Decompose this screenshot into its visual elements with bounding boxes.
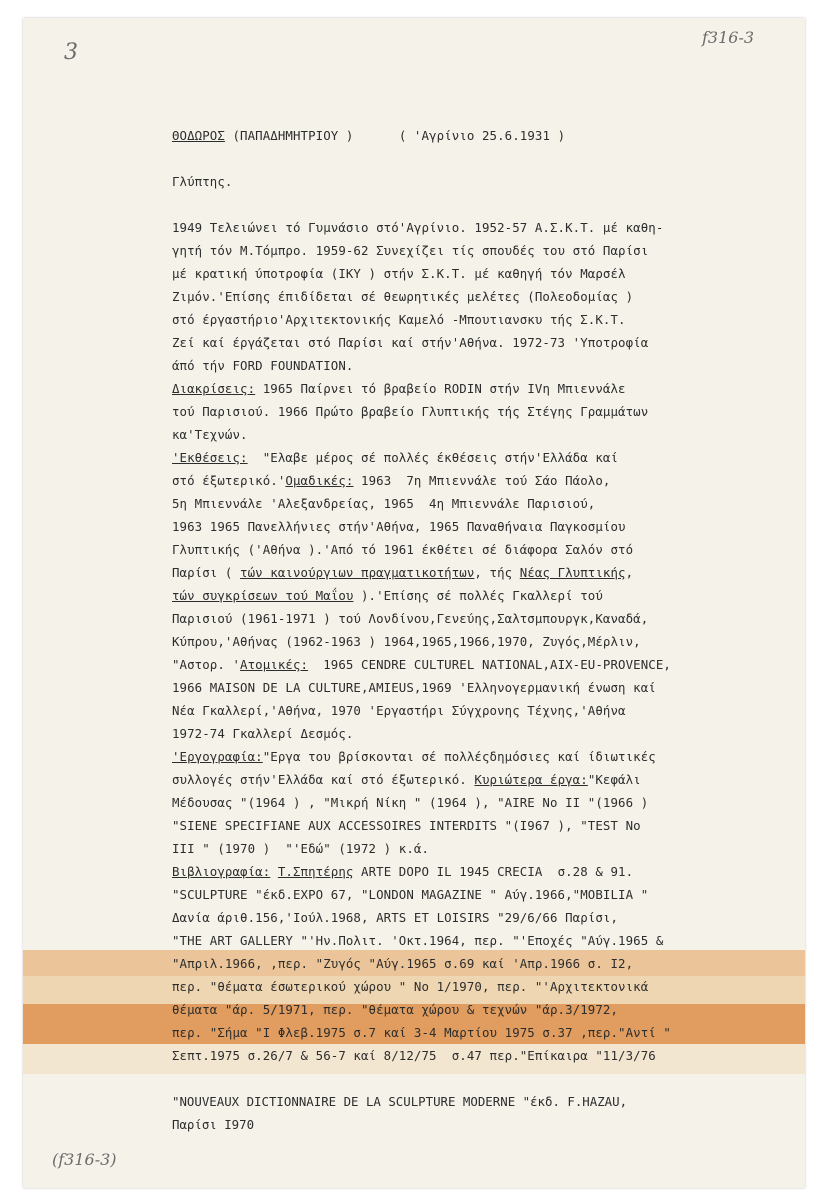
bibliography-line: "SCULPTURE "έκδ.EXPO 67, "LONDON MAGAZINE " Αύγ.1966,"MOBILIA " [172, 887, 649, 902]
handwritten-page-number: 3 [64, 40, 78, 65]
bio-line: άπό τήν FORD FOUNDATION. [172, 358, 354, 373]
distinctions-label: Διακρίσεις: [172, 381, 256, 396]
bibliography-line: περ. "Σήμα "Ι Φλεβ.1975 σ.7 καί 3-4 Μαρτίου 1975 σ.37 ,περ."Αντί " [172, 1025, 671, 1040]
exhibitions-line: 1963 1965 Πανελλήνιες στήν'Αθήνα, 1965 Παναθήναια Παγκοσμίου [172, 519, 626, 534]
distinctions-line: Διακρίσεις: 1965 Παίρνει τό βραβείο RODIN στήν ΙVη Μπιεννάλε [172, 381, 626, 396]
salon-name: Νέας Γλυπτικής [519, 565, 626, 580]
artist-surname: (ΠΑΠΑΔΗΜΗΤΡΙΟΥ ) [224, 128, 354, 143]
bibliography-author: Τ.Σπητέρης [277, 864, 354, 879]
handwritten-bottom-reference: (f316-3) [52, 1150, 117, 1169]
distinctions-line: κα'Τεχνών. [172, 427, 248, 442]
works-line: Μέδουσας "(1964 ) , "Μικρή Νίκη " (1964 ), "AIRE No II "(1966 ) [172, 795, 649, 810]
bibliography-line: Δανία άριθ.156,'Ιούλ.1968, ARTS ET LOISIRS "29/6/66 Παρίσι, [172, 910, 619, 925]
works-line: συλλογές στήν'Ελλάδα καί στό έξωτερικό. Κυριώτερα έργα:"Κεφάλι [172, 772, 641, 787]
salon-name: τών καινούργιων πραγματικοτήτων [240, 565, 475, 580]
bio-line: μέ κρατική ύποτροφία (ΙΚΥ ) στήν Σ.Κ.Τ. μέ καθηγή τόν Μαρσέλ [172, 266, 626, 281]
bibliography-line: Παρίσι Ι970 [172, 1117, 255, 1132]
bibliography-line: Βιβλιογραφία: Τ.Σπητέρης ARTE DOPO IL 1945 CRECIA σ.28 & 91. [172, 864, 634, 879]
works-label: 'Εργογραφία: [172, 749, 263, 764]
bibliography-line: "NOUVEAUX DICTIONNAIRE DE LA SCULPTURE MODERNE "έκδ. F.HAZAU, [172, 1094, 628, 1109]
main-works-label: Κυριώτερα έργα: [474, 772, 588, 787]
solo-exhibitions-label: Ατομικές: [240, 657, 309, 672]
bio-line: 1949 Τελειώνει τό Γυμνάσιο στό'Αγρίνιο. 1952-57 Α.Σ.Κ.Τ. μέ καθη- [172, 220, 664, 235]
distinctions-line: τού Παρισιού. 1966 Πρώτο βραβείο Γλυπτικής τής Στέγης Γραμμάτων [172, 404, 649, 419]
bio-line: στό έργαστήριο'Αρχιτεκτονικής Καμελό -Μπουτιανσκυ τής Σ.Κ.Τ. [172, 312, 626, 327]
exhibitions-line: "Αστορ. 'Ατομικές: 1965 CENDRE CULTUREL NATIONAL,AIX-EU-PROVENCE, [172, 657, 671, 672]
bibliography-line: θέματα "άρ. 5/1971, περ. "θέματα χώρου & τεχνών "άρ.3/1972, [172, 1002, 619, 1017]
bio-line: γητή τόν Μ.Τόμπρο. 1959-62 Συνεχίζει τίς σπουδές του στό Παρίσι [172, 243, 649, 258]
group-exhibitions-label: Ομαδικές: [285, 473, 354, 488]
works-line: III " (1970 ) "'Εδώ" (1972 ) κ.ά. [172, 841, 430, 856]
exhibitions-label: 'Εκθέσεις: [172, 450, 248, 465]
works-line: "SIENE SPECIFIANE AUX ACCESSOIRES INTERDITS "(I967 ), "TEST No [172, 818, 641, 833]
exhibitions-line: 5η Μπιεννάλε 'Αλεξανδρείας, 1965 4η Μπιεννάλε Παρισιού, [172, 496, 596, 511]
bibliography-label: Βιβλιογραφία: [172, 864, 271, 879]
handwritten-top-reference: f316-3 [702, 28, 755, 47]
bibliography-line: περ. "θέματα έσωτερικού χώρου " Νο 1/1970, περ. "'Αρχιτεκτονικά [172, 979, 649, 994]
works-line: 'Εργογραφία:"Εργα του βρίσκονται σέ πολλέςδημόσιες καί ίδιωτικές [172, 749, 656, 764]
birth-info: ( 'Αγρίνιο 25.6.1931 ) [398, 128, 566, 143]
bibliography-line: "THE ART GALLERY "'Ην.Πολιτ. 'Οκτ.1964, περ. "'Εποχές "Αύγ.1965 & [172, 933, 664, 948]
artist-name: ΘΟΔΩΡΟΣ [172, 128, 225, 143]
exhibitions-line: Γλυπτικής ('Αθήνα ).'Από τό 1961 έκθέτει σέ διάφορα Σαλόν στό [172, 542, 634, 557]
bio-line: Ζιμόν.'Επίσης έπιδίδεται σέ θεωρητικές μελέτες (Πολεοδομίας ) [172, 289, 634, 304]
exhibitions-line: 'Εκθέσεις: "Ελαβε μέρος σέ πολλές έκθέσεις στήν'Ελλάδα καί [172, 450, 619, 465]
bibliography-tail [172, 1090, 627, 1136]
exhibitions-line: 1966 MAISON DE LA CULTURE,AMIEUS,1969 'Ελληνογερμανική ένωση καί [172, 680, 656, 695]
exhibitions-line: Παρισιού (1961-1971 ) τού Λονδίνου,Γενεύης,Σαλτσμπουργκ,Καναδά, [172, 611, 649, 626]
exhibitions-line: στό έξωτερικό.'Ομαδικές: 1963 7η Μπιεννάλε τού Σάο Πάολο, [172, 473, 611, 488]
exhibitions-line: Παρίσι ( τών καινούργιων πραγματικοτήτων, τής Νέας Γλυπτικής, [172, 565, 634, 580]
exhibitions-line: 1972-74 Γκαλλερί Δεσμός. [172, 726, 354, 741]
header-line [172, 124, 802, 147]
typed-biography [172, 124, 802, 1067]
bibliography-line: Σεπτ.1975 σ.26/7 & 56-7 καί 8/12/75 σ.47 περ."Επίκαιρα "11/3/76 [172, 1048, 656, 1063]
exhibitions-line: Κύπρου,'Αθήνας (1962-1963 ) 1964,1965,1966,1970, Ζυγός,Μέρλιν, [172, 634, 641, 649]
exhibitions-line: τών συγκρίσεων τού Μαΐου ).'Επίσης σέ πολλές Γκαλλερί τού [172, 588, 603, 603]
exhibitions-line: Νέα Γκαλλερί,'Αθήνα, 1970 'Εργαστήρι Σύγχρονης Τέχνης,'Αθήνα [172, 703, 626, 718]
salon-name: τών συγκρίσεων τού Μαΐου [172, 588, 354, 603]
bio-line: Ζεί καί έργάζεται στό Παρίσι καί στήν'Αθήνα. 1972-73 'Υποτροφία [172, 335, 649, 350]
bibliography-line: "Απριλ.1966, ,περ. "Ζυγός "Αύγ.1965 σ.69 καί 'Απρ.1966 σ. Ι2, [172, 956, 634, 971]
profession: Γλύπτης. [172, 174, 233, 189]
